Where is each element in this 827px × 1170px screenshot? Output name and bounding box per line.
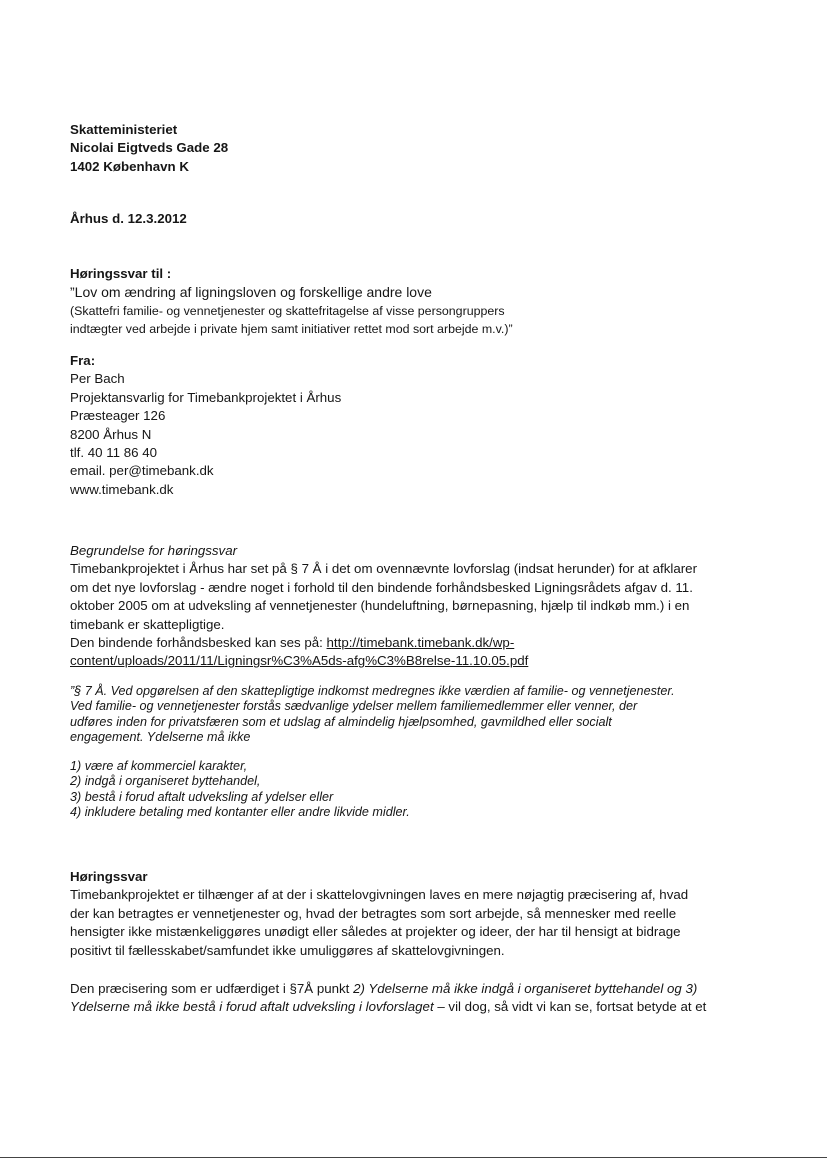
response-p2-line — [70, 998, 770, 1016]
response-heading: Høringssvar — [70, 869, 148, 884]
sender-line: 8200 Århus N — [70, 426, 152, 442]
reason-line: om det nye lovforslag - ændre noget i forhold til den bindende forhåndsbesked Ligningsrådets afgav d. 11. — [70, 579, 693, 595]
recipient-city: 1402 København K — [70, 158, 189, 174]
sender-line: Projektansvarlig for Timebankprojektet i Århus — [70, 389, 342, 405]
reason-line: timebank er skattepligtige. — [70, 616, 225, 632]
quote-line: ”§ 7 Å. Ved opgørelsen af den skattepligtige indkomst medregnes ikke værdien af familie- og vennetjenester. — [70, 684, 675, 698]
ruling-link[interactable]: http://timebank.timebank.dk/wp- — [326, 635, 515, 651]
subject-line: ”Lov om ændring af ligningsloven og forskellige andre love — [70, 284, 432, 301]
reason-link-intro: Den bindende forhåndsbesked kan ses på: — [70, 635, 327, 651]
law-quote — [70, 684, 770, 746]
quote-line: udføres inden for privatsfæren som et udslag af almindelig hjælpsomhed, gavmildhed eller socialt — [70, 714, 612, 729]
subject-line: (Skattefri familie- og vennetjenester og skattefritagelse af visse persongruppers — [70, 303, 505, 318]
reason-section — [70, 542, 780, 671]
response-paragraph-2 — [70, 980, 770, 1017]
reason-link-line — [70, 634, 780, 652]
recipient-street: Nicolai Eigtveds Gade 28 — [70, 140, 229, 156]
response-p2-text: – vil dog, så vidt vi kan se, fortsat betyde at et — [433, 999, 707, 1015]
reason-line: oktober 2005 om at udveksling af vennetjenester (hundeluftning, børnepasning, hjælp til indkøb mm.) i en — [70, 598, 690, 614]
sender-website: www.timebank.dk — [70, 481, 174, 497]
sender-heading: Fra: — [70, 353, 96, 368]
response-p2-text: Den præcisering som er udfærdiget i §7Å punkt — [70, 981, 354, 996]
quote-line: engagement. Ydelserne må ikke — [70, 730, 251, 745]
response-p2-italic: Ydelserne må ikke bestå i forud aftalt udveksling i lovforslaget — [70, 999, 434, 1015]
quote-list — [70, 759, 770, 821]
subject-heading: Høringssvar til : — [70, 266, 172, 281]
response-line: hensigter ikke mistænkeliggøres unødigt eller således at projekter og ideer, der har til hensigt at bidrage — [70, 924, 681, 940]
reason-line: Timebankprojektet i Århus har set på § 7 Å i det om ovennævnte lovforslag (indsat herunder) for at afklarer — [70, 561, 697, 577]
quote-list-item: 4) inkludere betaling med kontanter eller andre likvide midler. — [70, 805, 410, 820]
quote-line: Ved familie- og vennetjenester forstås sædvanlige ydelser mellem familiemedlemmer eller venner, der — [70, 699, 638, 714]
sender-line: Præsteager 126 — [70, 408, 166, 424]
response-line: positivt til fællesskabet/samfundet ikke umuliggøres af skattelovgivningen. — [70, 942, 505, 958]
sender-email: email. per@timebank.dk — [70, 463, 214, 479]
quote-list-item: 2) indgå i organiseret byttehandel, — [70, 774, 261, 789]
quote-list-item: 1) være af kommerciel karakter, — [70, 759, 248, 773]
date-text: Århus d. 12.3.2012 — [70, 211, 187, 226]
subject-line: indtægter ved arbejde i private hjem samt initiativer rettet mod sort arbejde m.v.)” — [70, 322, 513, 337]
letter-date — [70, 210, 770, 228]
subject-section — [70, 265, 770, 339]
response-p2-italic: 2) Ydelserne må ikke indgå i organiseret byttehandel og 3) — [353, 981, 698, 996]
recipient-name: Skatteministeriet — [70, 122, 178, 137]
response-p2-line — [70, 980, 770, 998]
response-line: Timebankprojektet er tilhænger af at der i skattelovgivningen laves en mere nøjagtig præcisering af, hvad — [70, 887, 689, 903]
response-section — [70, 868, 770, 960]
page-bottom-rule — [0, 1157, 827, 1158]
reason-heading: Begrundelse for høringssvar — [70, 543, 238, 558]
recipient-address — [70, 121, 770, 176]
response-line: der kan betragtes er vennetjenester og, hvad der betragtes som sort arbejde, så mennesker med reelle — [70, 905, 677, 921]
quote-list-item: 3) bestå i forud aftalt udveksling af ydelser eller — [70, 789, 334, 804]
ruling-link-continued[interactable]: content/uploads/2011/11/Ligningsr%C3%A5ds-afg%C3%B8relse-11.10.05.pdf — [70, 653, 529, 669]
sender-line: Per Bach — [70, 371, 125, 387]
sender-line: tlf. 40 11 86 40 — [70, 445, 157, 461]
sender-section — [70, 352, 770, 499]
